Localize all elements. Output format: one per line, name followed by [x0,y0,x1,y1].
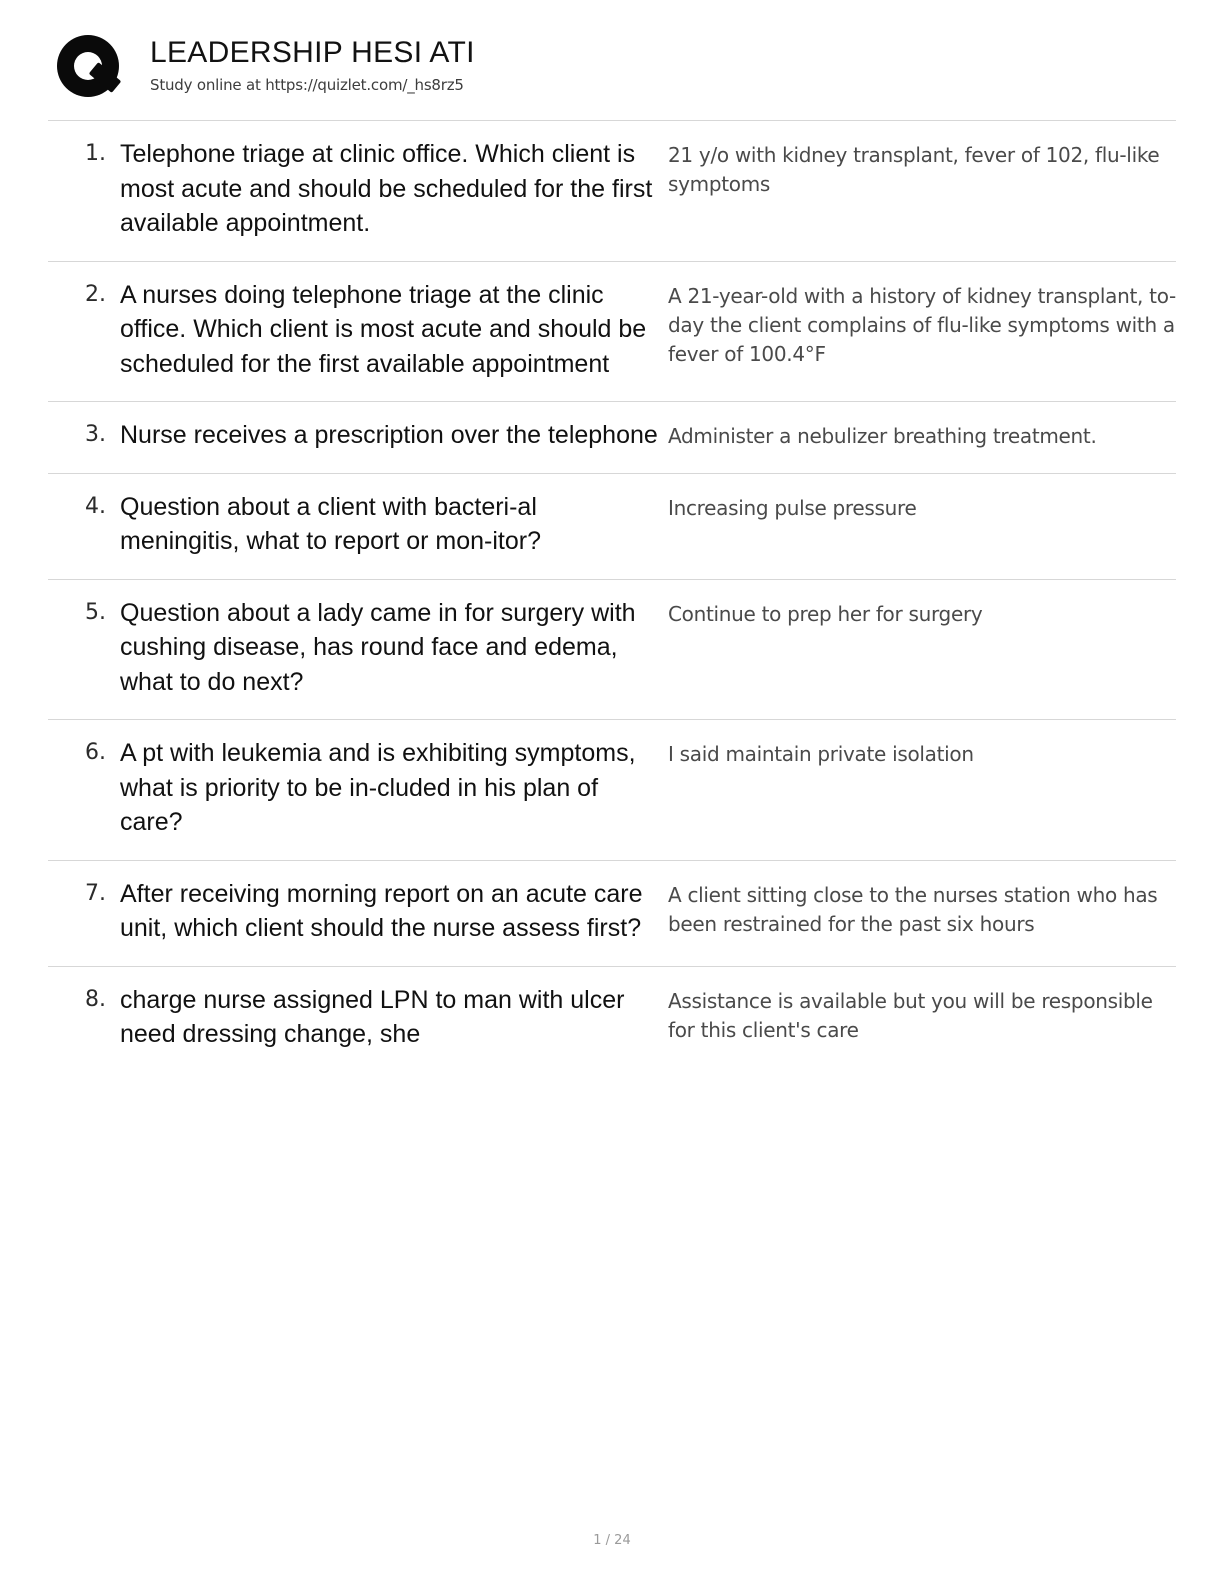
table-row [48,720,1176,861]
table-row [48,580,1176,721]
title-block [150,28,475,94]
study-link-text: Study online at https://quizlet.com/_hs8rz5 [150,76,464,94]
table-row [48,967,1176,1072]
row-term: charge nurse assigned LPN to man with ulcer need dressing change, she [120,985,625,1048]
row-definition: A client sitting close to the nurses station who has been restrained for the past six hours [668,882,1158,936]
page-footer: 1 / 24 [593,1533,631,1548]
row-definition: A 21-year-old with a history of kidney transplant, to-day the client complains of flu-like symptoms with a fever of 100.4°F [668,283,1176,366]
row-number: 3. [85,422,106,447]
row-definition: Continue to prep her for surgery [668,601,983,626]
row-definition: Administer a nebulizer breathing treatment. [668,424,1097,448]
row-number: 6. [85,740,106,765]
row-number: 5. [85,599,106,625]
quizlet-q-logo-icon [54,32,128,106]
row-term: Telephone triage at clinic office. Which client is most acute and should be scheduled for the first available appointment. [120,140,653,237]
row-definition: Assistance is available but you will be responsible for this client's care [668,988,1153,1042]
row-number: 7. [85,880,106,906]
row-definition: I said maintain private isolation [668,742,974,766]
row-number: 4. [85,493,106,519]
row-definition: Increasing pulse pressure [668,495,917,520]
document-header [48,28,1176,120]
row-definition: 21 y/o with kidney transplant, fever of 102, flu-like symptoms [668,143,1160,196]
page-title: LEADERSHIP HESI ATI [150,36,475,69]
table-row [48,861,1176,967]
row-term: After receiving morning report on an acute care unit, which client should the nurse assess first? [120,879,643,942]
term-definition-list [48,120,1176,1072]
row-term: A pt with leukemia and is exhibiting symptoms, what is priority to be in-cluded in his plan of care? [120,739,636,836]
row-term: Question about a lady came in for surgery with cushing disease, has round face and edema, what to do next? [120,598,636,696]
table-row [48,262,1176,403]
row-term: Question about a client with bacteri-al meningitis, what to report or mon-itor? [120,492,542,555]
table-row [48,474,1176,580]
row-term: Nurse receives a prescription over the telephone [120,421,658,449]
table-row [48,402,1176,474]
row-number: 1. [85,141,106,166]
row-term: A nurses doing telephone triage at the clinic office. Which client is most acute and should be scheduled for the first available appointment [120,280,647,378]
row-number: 8. [85,986,106,1012]
table-row [48,121,1176,262]
row-number: 2. [85,281,106,307]
